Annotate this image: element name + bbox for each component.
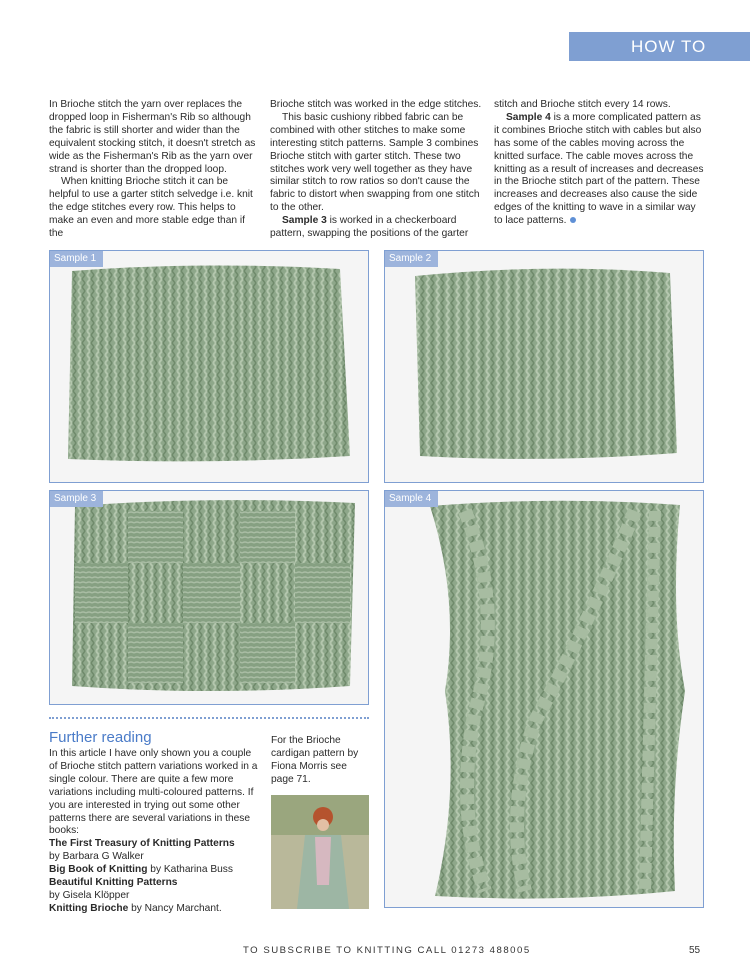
- sample-label: Sample 1: [50, 251, 103, 267]
- model-photo: [271, 795, 369, 909]
- model-illustration: [271, 795, 369, 909]
- sample-label: Sample 4: [385, 491, 438, 507]
- sample-2-photo: [384, 250, 704, 483]
- divider: [49, 717, 369, 719]
- further-reading-body: [49, 748, 259, 916]
- knit-swatch-image: [385, 251, 704, 483]
- cardigan-note: For the Brioche cardigan pattern by Fiona Morris see page 71.: [271, 735, 359, 785]
- sample-label: Sample 3: [50, 491, 103, 507]
- knit-swatch-image: [50, 491, 369, 705]
- text-column-3: [494, 99, 704, 228]
- text-column-1: [49, 99, 257, 241]
- paragraph: Brioche stitch was worked in the edge stitches.: [270, 99, 482, 110]
- paragraph: Sample 4 is a more complicated pattern as it combines Brioche stitch with cables but also has some of the cables moving across the knitted surface. The cable moves across the knitting as a result of increases and decreases in the Brioche stitch part of the pattern. These increases and decreases also cause the side edges of the knitting to wave in a similar way to lace patterns.: [494, 111, 704, 227]
- bold-term: Sample 4: [506, 111, 551, 123]
- sample-1-photo: [49, 250, 369, 483]
- end-mark-icon: [570, 217, 576, 223]
- book-entry: Beautiful Knitting Patterns: [49, 877, 178, 889]
- book-author: by Gisela Klöpper: [49, 889, 130, 901]
- paragraph: In Brioche stitch the yarn over replaces the dropped loop in Fisherman's Rib so although the fabric is still shorter and wider than the equivalent stocking stitch, it doesn't stretch as wide as the Fisherman's Rib as the yarn over strand is shorter than the dropped loop.: [49, 99, 256, 175]
- section-header: HOW TO: [569, 32, 750, 61]
- subscribe-footer: TO SUBSCRIBE TO KNITTING CALL 01273 488005: [243, 945, 531, 956]
- sample-label: Sample 2: [385, 251, 438, 267]
- book-entry: The First Treasury of Knitting Patterns: [49, 838, 235, 850]
- paragraph: This basic cushiony ribbed fabric can be combined with other stitches to make some interesting stitch patterns. Sample 3 combines Brioche stitch with garter stitch. These two stitches work very well together as they have similar stitch to row ratios so don't cause the fabric to distort when swapping from one stitch to the other.: [270, 111, 480, 214]
- further-reading-title: Further reading: [49, 729, 152, 746]
- book-author: by Barbara G Walker: [49, 851, 144, 863]
- paragraph: When knitting Brioche stitch it can be helpful to use a garter stitch selvedge i.e. knit the edge stitches every row. This helps to make an even and more stable edge than if the: [49, 176, 253, 240]
- book-entry: Knitting Brioche by Nancy Marchant.: [49, 902, 222, 914]
- text-column-2: [270, 99, 482, 241]
- paragraph: stitch and Brioche stitch every 14 rows.: [494, 99, 671, 110]
- paragraph: Sample 3 is worked in a checkerboard pattern, swapping the positions of the garter: [270, 215, 469, 240]
- sample-4-photo: [384, 490, 704, 908]
- bold-term: Sample 3: [282, 215, 327, 227]
- paragraph: In this article I have only shown you a couple of Brioche stitch pattern variations worked in a single colour. There are quite a few more variations including multi-coloured patterns. If you are interested in trying out some other patterns there are several variations in these books:: [49, 748, 258, 837]
- sample-3-photo: [49, 490, 369, 705]
- book-entry: Big Book of Knitting by Katharina Buss: [49, 864, 233, 876]
- knit-swatch-image: [50, 251, 369, 483]
- page-number: 55: [689, 945, 701, 956]
- knit-swatch-image: [385, 491, 704, 908]
